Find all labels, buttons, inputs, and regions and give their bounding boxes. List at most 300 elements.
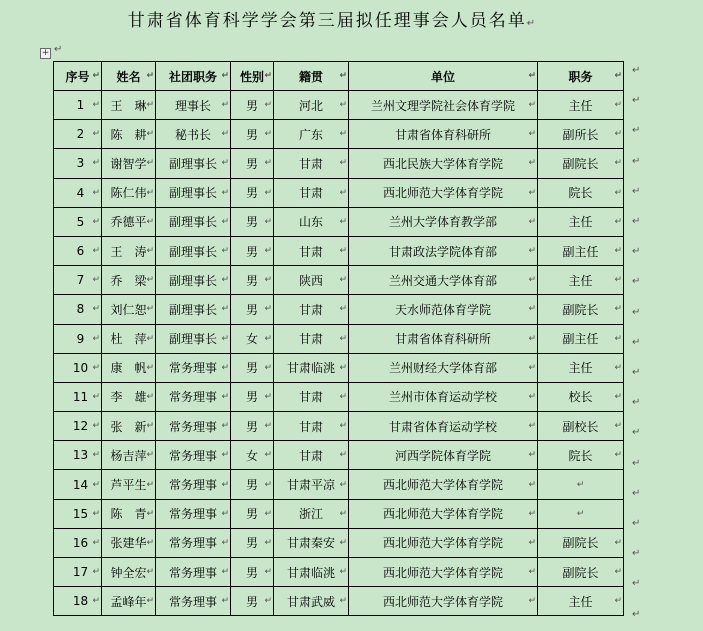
cell-end-mark: ↵ bbox=[264, 100, 272, 111]
cell-position bbox=[538, 353, 624, 382]
cell-end-mark: ↵ bbox=[528, 421, 536, 432]
cell-end-mark: ↵ bbox=[146, 333, 154, 344]
cell-text: 常务理事 bbox=[168, 390, 217, 405]
cell-text: 甘肃平凉 bbox=[286, 478, 335, 493]
cell-text: 主任 bbox=[568, 215, 593, 230]
cell-end-mark: ↵ bbox=[221, 450, 229, 461]
cell-end-mark: ↵ bbox=[221, 216, 229, 227]
cell-text: 甘肃临洮 bbox=[286, 361, 335, 376]
cell-end-mark: ↵ bbox=[92, 567, 100, 578]
cell-text: 主任 bbox=[568, 361, 593, 376]
cell-position bbox=[538, 207, 624, 236]
cell-text: 常务理事 bbox=[168, 419, 217, 434]
cell-gender bbox=[231, 91, 274, 120]
cell-row-index bbox=[54, 587, 102, 616]
cell-native-place bbox=[274, 236, 349, 265]
cell-end-mark: ↵ bbox=[528, 362, 536, 373]
cell-organization bbox=[349, 353, 538, 382]
row-end-mark: ↵ bbox=[632, 155, 641, 167]
row-end-mark: ↵ bbox=[632, 427, 641, 439]
cell-text: 兰州交通大学体育部 bbox=[388, 273, 497, 288]
cell-end-mark: ↵ bbox=[339, 246, 347, 257]
cell-text: 甘肃省体育科研所 bbox=[394, 127, 491, 142]
cell-organization bbox=[349, 441, 538, 470]
row-end-mark: ↵ bbox=[632, 518, 641, 529]
cell-text: 男 bbox=[245, 98, 258, 113]
cell-end-mark: ↵ bbox=[528, 333, 536, 344]
cell-end-mark: ↵ bbox=[92, 246, 100, 257]
cell-end-mark: ↵ bbox=[221, 391, 229, 402]
cell-end-mark: ↵ bbox=[264, 71, 272, 81]
cell-row-index bbox=[54, 558, 102, 587]
cell-text: 副院长 bbox=[562, 536, 599, 551]
cell-text: 常务理事 bbox=[168, 448, 217, 463]
cell-end-mark: ↵ bbox=[146, 567, 154, 578]
cell-society-role bbox=[156, 558, 231, 587]
cell-organization bbox=[349, 236, 538, 265]
cell-text: 甘肃 bbox=[298, 332, 323, 347]
header-col-position bbox=[538, 62, 624, 91]
cell-text: 男 bbox=[245, 302, 258, 317]
cell-end-mark: ↵ bbox=[264, 304, 272, 315]
cell-end-mark: ↵ bbox=[92, 333, 100, 344]
cell-end-mark: ↵ bbox=[146, 129, 154, 140]
cell-text: 甘肃 bbox=[298, 419, 323, 434]
cell-end-mark: ↵ bbox=[92, 71, 100, 81]
cell-text: 康 帆 bbox=[110, 361, 147, 376]
cell-native-place bbox=[274, 441, 349, 470]
cell-gender bbox=[231, 120, 274, 149]
cell-text: 男 bbox=[245, 186, 258, 201]
cell-gender bbox=[231, 441, 274, 470]
cell-person-name bbox=[102, 324, 156, 353]
cell-row-index bbox=[54, 441, 102, 470]
cell-text: 男 bbox=[245, 127, 258, 142]
cell-end-mark: ↵ bbox=[264, 508, 272, 519]
cell-end-mark: ↵ bbox=[576, 479, 585, 490]
cell-text: 主任 bbox=[568, 594, 593, 609]
cell-end-mark: ↵ bbox=[146, 479, 154, 490]
cell-native-place bbox=[274, 295, 349, 324]
cell-text: 甘肃省体育运动学校 bbox=[388, 419, 497, 434]
cell-society-role bbox=[156, 441, 231, 470]
cell-end-mark: ↵ bbox=[221, 71, 229, 81]
cell-end-mark: ↵ bbox=[528, 71, 536, 81]
row-end-mark: ↵ bbox=[632, 65, 641, 76]
cell-position bbox=[538, 441, 624, 470]
cell-text: 西北师范大学体育学院 bbox=[382, 186, 503, 201]
cell-text: 副理事长 bbox=[168, 186, 217, 201]
cell-text: 女 bbox=[245, 332, 258, 347]
row-end-mark: ↵ bbox=[632, 246, 641, 258]
cell-text: 河北 bbox=[298, 98, 323, 113]
cell-position bbox=[538, 178, 624, 207]
cell-end-mark: ↵ bbox=[339, 479, 347, 490]
cell-text: 15 bbox=[72, 506, 89, 521]
cell-native-place bbox=[274, 207, 349, 236]
cell-end-mark: ↵ bbox=[92, 304, 100, 315]
cell-text: 西北师范大学体育学院 bbox=[382, 565, 503, 580]
cell-end-mark: ↵ bbox=[339, 567, 347, 578]
cell-end-mark: ↵ bbox=[221, 129, 229, 140]
header-col-name bbox=[102, 62, 156, 91]
cell-text: 孟峰年 bbox=[110, 594, 147, 609]
cell-organization bbox=[349, 499, 538, 528]
cell-person-name bbox=[102, 91, 156, 120]
row-end-mark: ↵ bbox=[632, 457, 641, 469]
cell-position bbox=[538, 236, 624, 265]
cell-text: 主任 bbox=[568, 98, 593, 113]
cell-text: 理事长 bbox=[174, 98, 211, 113]
cell-text: 陈 青 bbox=[110, 507, 147, 522]
cell-end-mark: ↵ bbox=[614, 362, 622, 373]
cell-text: 乔德平 bbox=[110, 215, 147, 230]
cell-end-mark: ↵ bbox=[528, 187, 536, 198]
cell-end-mark: ↵ bbox=[221, 246, 229, 257]
cell-society-role bbox=[156, 353, 231, 382]
cell-gender bbox=[231, 178, 274, 207]
cell-text: 副院长 bbox=[562, 156, 599, 171]
cell-text: 副理事长 bbox=[168, 215, 217, 230]
cell-end-mark: ↵ bbox=[92, 479, 100, 490]
cell-end-mark: ↵ bbox=[339, 391, 347, 402]
cell-text: 男 bbox=[245, 507, 258, 522]
cell-end-mark: ↵ bbox=[528, 508, 536, 519]
cell-text: 1 bbox=[76, 98, 85, 113]
row-end-mark: ↵ bbox=[632, 578, 641, 590]
cell-end-mark: ↵ bbox=[528, 304, 536, 315]
cell-position bbox=[538, 382, 624, 411]
cell-text: 陈 耕 bbox=[110, 127, 147, 142]
cell-text: 11 bbox=[72, 389, 89, 404]
table-row bbox=[54, 91, 624, 120]
row-end-mark: ↵ bbox=[632, 608, 641, 620]
header-label: 姓名 bbox=[116, 69, 141, 84]
cell-position bbox=[538, 528, 624, 557]
cell-text: 甘肃 bbox=[298, 448, 323, 463]
cell-text: 院长 bbox=[568, 186, 593, 201]
cell-text: 女 bbox=[245, 448, 258, 463]
cell-society-role bbox=[156, 120, 231, 149]
table-body bbox=[54, 91, 624, 616]
cell-text: 副理事长 bbox=[168, 332, 217, 347]
paragraph-mark: ↵ bbox=[54, 44, 63, 55]
cell-text: 男 bbox=[245, 361, 258, 376]
cell-society-role bbox=[156, 499, 231, 528]
cell-text: 秘书长 bbox=[174, 127, 211, 142]
cell-organization bbox=[349, 412, 538, 441]
cell-text: 甘肃政法学院体育部 bbox=[388, 244, 497, 259]
cell-text: 13 bbox=[72, 448, 89, 463]
cell-organization bbox=[349, 295, 538, 324]
cell-end-mark: ↵ bbox=[614, 71, 622, 81]
cell-end-mark: ↵ bbox=[339, 129, 347, 140]
cell-end-mark: ↵ bbox=[528, 596, 536, 607]
cell-end-mark: ↵ bbox=[92, 216, 100, 227]
cell-society-role bbox=[156, 236, 231, 265]
cell-person-name bbox=[102, 587, 156, 616]
cell-end-mark: ↵ bbox=[264, 479, 272, 490]
cell-end-mark: ↵ bbox=[264, 187, 272, 198]
cell-row-index bbox=[54, 382, 102, 411]
cell-text: 甘肃 bbox=[298, 156, 323, 171]
header-col-native-place bbox=[274, 62, 349, 91]
cell-end-mark: ↵ bbox=[264, 216, 272, 227]
cell-end-mark: ↵ bbox=[614, 333, 622, 344]
cell-text: 10 bbox=[72, 360, 89, 375]
cell-row-index bbox=[54, 91, 102, 120]
cell-gender bbox=[231, 207, 274, 236]
cell-text: 甘肃武威 bbox=[286, 594, 335, 609]
cell-society-role bbox=[156, 91, 231, 120]
cell-end-mark: ↵ bbox=[221, 421, 229, 432]
cell-native-place bbox=[274, 499, 349, 528]
cell-row-index bbox=[54, 149, 102, 178]
cell-text: 王 涛 bbox=[110, 244, 147, 259]
cell-text: 杜 萍 bbox=[110, 332, 147, 347]
cell-end-mark: ↵ bbox=[528, 216, 536, 227]
cell-person-name bbox=[102, 528, 156, 557]
cell-text: 常务理事 bbox=[168, 536, 217, 551]
cell-gender bbox=[231, 149, 274, 178]
cell-text: 西北师范大学体育学院 bbox=[382, 478, 503, 493]
cell-text: 芦平生 bbox=[110, 478, 147, 493]
cell-organization bbox=[349, 587, 538, 616]
cell-position bbox=[538, 266, 624, 295]
cell-person-name bbox=[102, 382, 156, 411]
cell-native-place bbox=[274, 266, 349, 295]
cell-gender bbox=[231, 266, 274, 295]
cell-position bbox=[538, 499, 624, 528]
table-row bbox=[54, 236, 624, 265]
cell-person-name bbox=[102, 178, 156, 207]
cell-text: 主任 bbox=[568, 273, 593, 288]
cell-text: 谢智学 bbox=[110, 156, 147, 171]
cell-text: 兰州财经大学体育部 bbox=[388, 361, 497, 376]
row-end-mark: ↵ bbox=[632, 397, 641, 409]
cell-text: 校长 bbox=[568, 390, 593, 405]
cell-row-index bbox=[54, 528, 102, 557]
cell-end-mark: ↵ bbox=[614, 304, 622, 315]
cell-end-mark: ↵ bbox=[614, 596, 622, 607]
cell-position bbox=[538, 149, 624, 178]
cell-text: 副院长 bbox=[562, 302, 599, 317]
cell-native-place bbox=[274, 382, 349, 411]
cell-end-mark: ↵ bbox=[339, 100, 347, 111]
cell-text: 广东 bbox=[298, 127, 323, 142]
cell-end-mark: ↵ bbox=[221, 537, 229, 548]
cell-gender bbox=[231, 353, 274, 382]
cell-end-mark: ↵ bbox=[264, 333, 272, 344]
cell-end-mark: ↵ bbox=[339, 333, 347, 344]
cell-text: 2 bbox=[76, 127, 85, 142]
cell-text: 男 bbox=[245, 215, 258, 230]
cell-end-mark: ↵ bbox=[92, 275, 100, 286]
cell-end-mark: ↵ bbox=[146, 71, 154, 81]
cell-text: 8 bbox=[76, 302, 85, 317]
cell-end-mark: ↵ bbox=[221, 479, 229, 490]
cell-end-mark: ↵ bbox=[339, 187, 347, 198]
cell-end-mark: ↵ bbox=[146, 596, 154, 607]
cell-end-mark: ↵ bbox=[146, 362, 154, 373]
cell-organization bbox=[349, 149, 538, 178]
cell-text: 甘肃临洮 bbox=[286, 565, 335, 580]
cell-end-mark: ↵ bbox=[92, 100, 100, 111]
cell-text: 6 bbox=[76, 244, 85, 259]
cell-text: 甘肃 bbox=[298, 244, 323, 259]
cell-position bbox=[538, 412, 624, 441]
cell-end-mark: ↵ bbox=[146, 450, 154, 461]
cell-text: 16 bbox=[72, 535, 89, 550]
paragraph-mark: ↵ bbox=[526, 18, 536, 29]
cell-gender bbox=[231, 499, 274, 528]
cell-text: 男 bbox=[245, 273, 258, 288]
table-row bbox=[54, 441, 624, 470]
cell-end-mark: ↵ bbox=[339, 304, 347, 315]
cell-organization bbox=[349, 324, 538, 353]
cell-person-name bbox=[102, 441, 156, 470]
cell-end-mark: ↵ bbox=[528, 479, 536, 490]
cell-society-role bbox=[156, 178, 231, 207]
cell-end-mark: ↵ bbox=[221, 187, 229, 198]
cell-society-role bbox=[156, 587, 231, 616]
header-col-society-role bbox=[156, 62, 231, 91]
cell-text: 陈仁伟 bbox=[110, 186, 147, 201]
row-end-mark: ↵ bbox=[632, 487, 641, 499]
cell-end-mark: ↵ bbox=[221, 304, 229, 315]
header-label: 序号 bbox=[65, 69, 90, 84]
cell-end-mark: ↵ bbox=[528, 246, 536, 257]
table-row bbox=[54, 120, 624, 149]
cell-text: 西北师范大学体育学院 bbox=[382, 536, 503, 551]
cell-text: 常务理事 bbox=[168, 565, 217, 580]
cell-end-mark: ↵ bbox=[221, 567, 229, 578]
cell-person-name bbox=[102, 149, 156, 178]
cell-end-mark: ↵ bbox=[221, 275, 229, 286]
cell-end-mark: ↵ bbox=[614, 216, 622, 227]
cell-end-mark: ↵ bbox=[92, 450, 100, 461]
cell-end-mark: ↵ bbox=[264, 362, 272, 373]
table-row bbox=[54, 295, 624, 324]
document-title-text: 甘肃省体育科学学会第三届拟任理事会人员名单 bbox=[127, 11, 527, 31]
cell-position bbox=[538, 91, 624, 120]
row-end-mark: ↵ bbox=[632, 276, 641, 288]
cell-text: 常务理事 bbox=[168, 594, 217, 609]
cell-end-mark: ↵ bbox=[614, 246, 622, 257]
table-move-handle-icon[interactable]: + bbox=[41, 48, 50, 58]
cell-end-mark: ↵ bbox=[92, 508, 100, 519]
cell-society-role bbox=[156, 412, 231, 441]
cell-society-role bbox=[156, 324, 231, 353]
cell-end-mark: ↵ bbox=[614, 275, 622, 286]
cell-position bbox=[538, 324, 624, 353]
cell-society-role bbox=[156, 470, 231, 499]
cell-end-mark: ↵ bbox=[264, 450, 272, 461]
cell-end-mark: ↵ bbox=[92, 158, 100, 169]
cell-society-role bbox=[156, 207, 231, 236]
cell-organization bbox=[349, 558, 538, 587]
cell-text: 12 bbox=[72, 419, 89, 434]
cell-organization bbox=[349, 120, 538, 149]
cell-society-role bbox=[156, 528, 231, 557]
cell-society-role bbox=[156, 149, 231, 178]
cell-end-mark: ↵ bbox=[146, 537, 154, 548]
cell-row-index bbox=[54, 120, 102, 149]
row-end-mark: ↵ bbox=[632, 185, 641, 197]
row-end-mark: ↵ bbox=[632, 125, 641, 137]
table-header-row bbox=[54, 62, 624, 91]
cell-end-mark: ↵ bbox=[339, 596, 347, 607]
cell-text: 甘肃 bbox=[298, 186, 323, 201]
cell-gender bbox=[231, 295, 274, 324]
cell-text: 天水师范体育学院 bbox=[394, 302, 491, 317]
cell-end-mark: ↵ bbox=[146, 421, 154, 432]
cell-text: 河西学院体育学院 bbox=[394, 448, 491, 463]
cell-end-mark: ↵ bbox=[528, 275, 536, 286]
table-row bbox=[54, 353, 624, 382]
table-row bbox=[54, 149, 624, 178]
row-end-mark: ↵ bbox=[632, 336, 641, 348]
cell-row-index bbox=[54, 499, 102, 528]
cell-text: 男 bbox=[245, 565, 258, 580]
header-label: 单位 bbox=[430, 69, 455, 84]
table-row bbox=[54, 412, 624, 441]
cell-end-mark: ↵ bbox=[146, 391, 154, 402]
cell-text: 兰州市体育运动学校 bbox=[388, 390, 497, 405]
table-row bbox=[54, 528, 624, 557]
cell-society-role bbox=[156, 382, 231, 411]
cell-end-mark: ↵ bbox=[528, 450, 536, 461]
cell-text: 3 bbox=[76, 156, 85, 171]
cell-text: 副理事长 bbox=[168, 273, 217, 288]
cell-end-mark: ↵ bbox=[146, 187, 154, 198]
document-title bbox=[0, 6, 663, 31]
cell-text: 甘肃秦安 bbox=[286, 536, 335, 551]
cell-text: 王 琳 bbox=[110, 98, 147, 113]
table-row bbox=[54, 178, 624, 207]
cell-end-mark: ↵ bbox=[264, 596, 272, 607]
cell-text: 男 bbox=[245, 390, 258, 405]
cell-person-name bbox=[102, 470, 156, 499]
cell-end-mark: ↵ bbox=[92, 537, 100, 548]
cell-row-index bbox=[54, 470, 102, 499]
cell-end-mark: ↵ bbox=[146, 158, 154, 169]
cell-position bbox=[538, 295, 624, 324]
cell-text: 18 bbox=[72, 594, 89, 609]
cell-text: 4 bbox=[76, 185, 85, 200]
cell-position bbox=[538, 558, 624, 587]
cell-text: 男 bbox=[245, 244, 258, 259]
cell-text: 张 新 bbox=[110, 419, 147, 434]
header-label: 籍贯 bbox=[298, 69, 323, 84]
cell-end-mark: ↵ bbox=[264, 537, 272, 548]
header-col-organization bbox=[349, 62, 538, 91]
cell-text: 男 bbox=[245, 594, 258, 609]
cell-organization bbox=[349, 91, 538, 120]
cell-end-mark: ↵ bbox=[92, 421, 100, 432]
cell-gender bbox=[231, 412, 274, 441]
cell-end-mark: ↵ bbox=[264, 158, 272, 169]
cell-gender bbox=[231, 236, 274, 265]
cell-end-mark: ↵ bbox=[92, 187, 100, 198]
table-row bbox=[54, 558, 624, 587]
table-row bbox=[54, 207, 624, 236]
cell-text: 刘仁恕 bbox=[110, 302, 147, 317]
cell-end-mark: ↵ bbox=[339, 362, 347, 373]
cell-gender bbox=[231, 382, 274, 411]
cell-end-mark: ↵ bbox=[528, 129, 536, 140]
cell-end-mark: ↵ bbox=[221, 158, 229, 169]
